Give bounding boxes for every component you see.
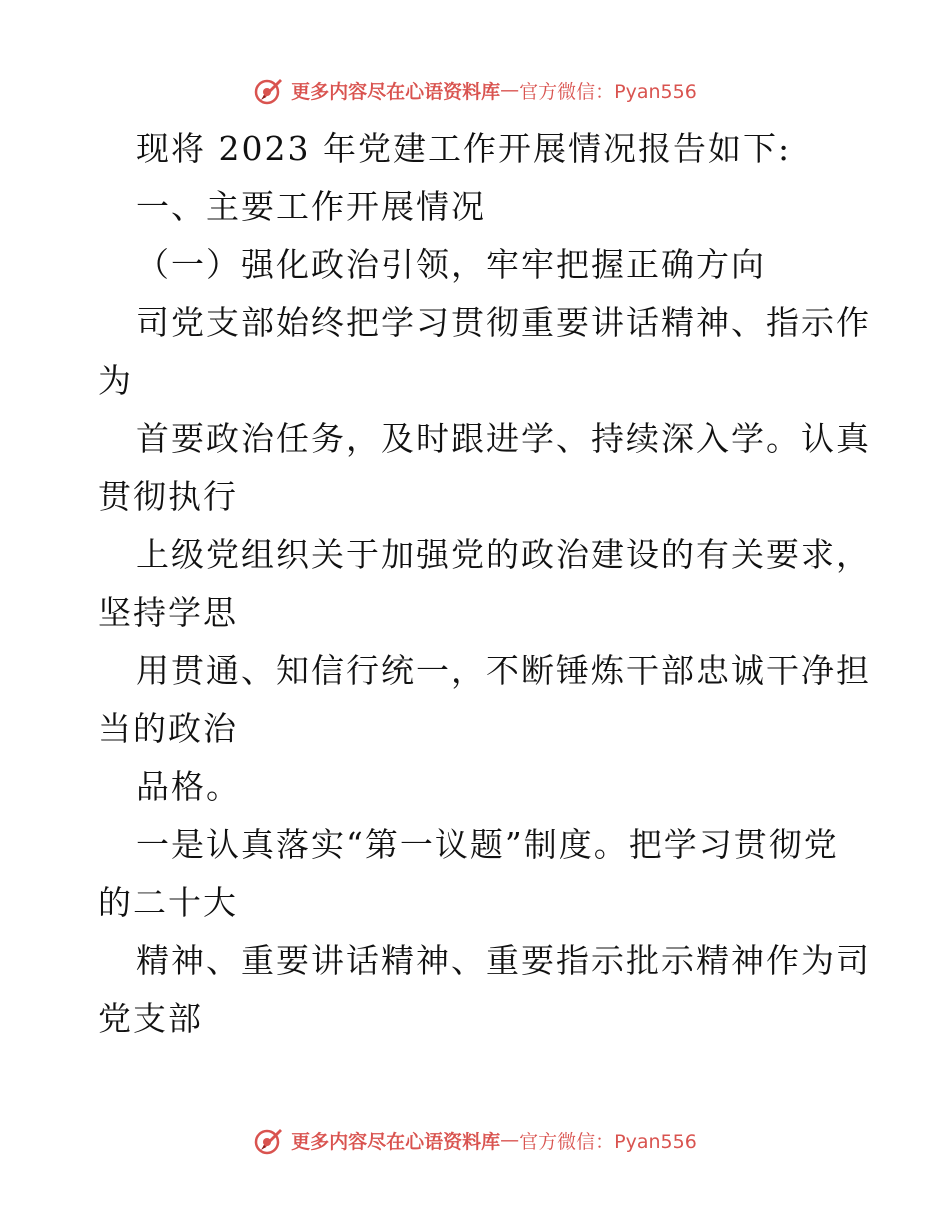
- paragraph-line: 首要政治任务，及时跟进学、持续深入学。认真: [136, 419, 871, 458]
- quill-pen-logo-icon: [253, 1124, 285, 1156]
- paragraph-line: 品格。: [136, 767, 241, 806]
- paragraph-line: 坚持学思: [98, 593, 238, 632]
- section-heading: 一、主要工作开展情况: [136, 187, 486, 226]
- banner-dash: —: [500, 1129, 520, 1151]
- document-body: [98, 120, 871, 1048]
- paragraph-line: 一是认真落实“第一议题”制度。把学习贯彻党: [136, 825, 839, 864]
- footer-banner: [0, 1120, 950, 1160]
- paragraph-line: 精神、重要讲话精神、重要指示批示精神作为司: [136, 941, 871, 980]
- banner-site-name: 更多内容尽在心语资料库: [291, 1130, 501, 1153]
- paragraph-line: 贯彻执行: [98, 477, 238, 516]
- paragraph-line: 用贯通、知信行统一，不断锤炼干部忠诚干净担: [136, 651, 871, 690]
- banner-dash: —: [500, 79, 520, 101]
- banner-official-account: 官方微信：Pyan556: [519, 1130, 697, 1153]
- paragraph-line: 的二十大: [98, 883, 238, 922]
- banner-site-name: 更多内容尽在心语资料库: [291, 80, 501, 103]
- banner-official-account: 官方微信：Pyan556: [519, 80, 697, 103]
- paragraph-line: 上级党组织关于加强党的政治建设的有关要求，: [136, 535, 871, 574]
- subsection-heading: （一）强化政治引领，牢牢把握正确方向: [136, 245, 766, 284]
- paragraph-line: 党支部: [98, 999, 203, 1038]
- paragraph-line: 现将 2023 年党建工作开展情况报告如下:: [136, 129, 792, 168]
- header-banner: [0, 70, 950, 110]
- paragraph-line: 当的政治: [98, 709, 238, 748]
- paragraph-line: 为: [98, 361, 133, 400]
- paragraph-line: 司党支部始终把学习贯彻重要讲话精神、指示作: [136, 303, 871, 342]
- quill-pen-logo-icon: [253, 74, 285, 106]
